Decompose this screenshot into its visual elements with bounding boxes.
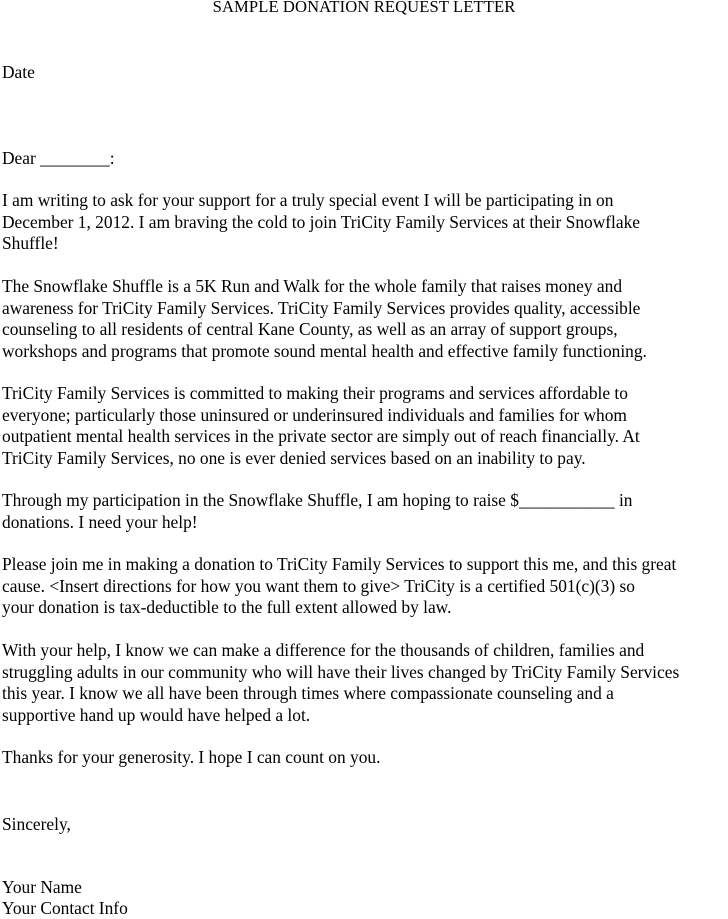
paragraph-donate xyxy=(2,554,676,619)
paragraph-line: With your help, I know we can make a difference for the thousands of children, families and xyxy=(2,640,645,660)
paragraph-line: counseling to all residents of central Kane County, as well as an array of support groups, xyxy=(2,319,618,340)
paragraph-goal xyxy=(2,490,632,533)
signature-contact: Your Contact Info xyxy=(2,898,128,918)
signature-name: Your Name xyxy=(2,877,82,897)
paragraph-intro xyxy=(2,190,640,255)
paragraph-impact xyxy=(2,640,679,726)
paragraph-line: Please join me in making a donation to TriCity Family Services to support this me, and this great xyxy=(2,554,677,574)
paragraph-thanks xyxy=(2,747,380,769)
paragraph-line: Through my participation in the Snowflake Shuffle, I am hoping to raise $___________ in xyxy=(2,490,633,510)
paragraph-line: struggling adults in our community who will have their lives changed by TriCity Family Services xyxy=(2,661,680,682)
paragraph-line: outpatient mental health services in the private sector are simply out of reach financially. At xyxy=(2,426,640,447)
salutation: Dear ________: xyxy=(2,148,115,168)
paragraph-line: I am writing to ask for your support for a truly special event I will be participating in on xyxy=(2,190,614,210)
paragraph-line: The Snowflake Shuffle is a 5K Run and Walk for the whole family that raises money and xyxy=(2,276,623,296)
closing: Sincerely, xyxy=(2,814,71,834)
paragraph-line: TriCity Family Services is committed to making their programs and services affordable to xyxy=(2,383,628,403)
date-line: Date xyxy=(2,62,35,82)
paragraph-line: this year. I know we all have been through times where compassionate counseling and a xyxy=(2,683,614,704)
paragraph-line: everyone; particularly those uninsured or underinsured individuals and families for whom xyxy=(2,404,627,425)
paragraph-line: TriCity Family Services, no one is ever denied services based on an inability to pay. xyxy=(2,447,586,468)
paragraph-line: Shuffle! xyxy=(2,233,59,254)
letter-title: SAMPLE DONATION REQUEST LETTER xyxy=(212,0,516,16)
paragraph-mission xyxy=(2,383,640,469)
paragraph-line: supportive hand up would have helped a lot. xyxy=(2,704,311,725)
paragraph-line: awareness for TriCity Family Services. TriCity Family Services provides quality, accessible xyxy=(2,297,641,318)
paragraph-line: your donation is tax-deductible to the full extent allowed by law. xyxy=(2,597,452,618)
paragraph-line: donations. I need your help! xyxy=(2,511,198,532)
paragraph-line: cause. <Insert directions for how you want them to give> TriCity is a certified 501(c)(3) so xyxy=(2,575,635,596)
paragraph-line: workshops and programs that promote sound mental health and effective family functioning. xyxy=(2,340,647,361)
paragraph-about-event xyxy=(2,276,647,362)
paragraph-line: Thanks for your generosity. I hope I can count on you. xyxy=(2,747,381,767)
paragraph-line: December 1, 2012. I am braving the cold to join TriCity Family Services at their Snowflake xyxy=(2,211,641,232)
